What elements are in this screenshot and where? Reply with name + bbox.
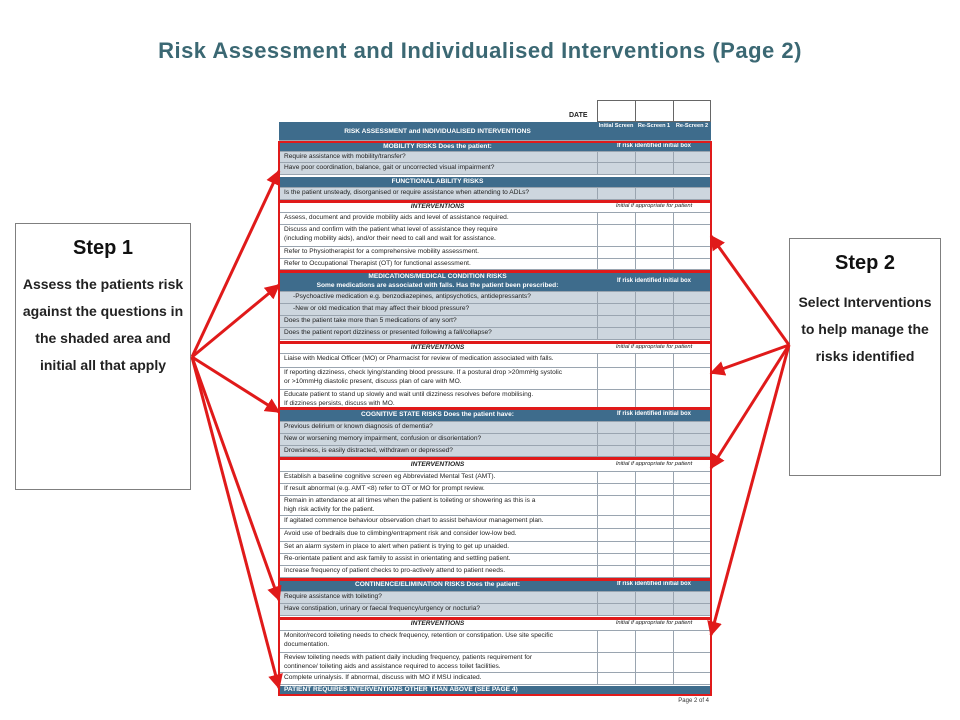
cog-q2: New or worsening memory impairment, confusion or disorientation? bbox=[284, 435, 482, 442]
risk-box-label: If risk identified initial box bbox=[616, 581, 691, 587]
cog-q1: Previous delirium or known diagnosis of dementia? bbox=[284, 423, 433, 430]
cog-intervention-2: If result abnormal (e.g. AMT <8) refer to OT or MO for prompt review. bbox=[284, 485, 485, 492]
cog-intervention-5: Avoid use of bedrails due to climbing/entrapment risk and consider low-low bed. bbox=[284, 530, 517, 537]
interventions-label: INTERVENTIONS bbox=[410, 461, 465, 468]
initial-patient-label: Initial if appropriate for patient bbox=[615, 620, 693, 626]
med-header: MEDICATIONS/MEDICAL CONDITION RISKS bbox=[368, 273, 507, 280]
mob-intervention-2b: (including mobility aids), and/or their need to call and wait for assistance. bbox=[284, 235, 496, 242]
cont-q1: Require assistance with toileting? bbox=[284, 593, 382, 600]
cog-intervention-3b: high risk activity for the patient. bbox=[284, 506, 375, 513]
cont-q2: Have constipation, urinary or faecal frequency/urgency or nocturia? bbox=[284, 605, 481, 612]
cog-intervention-4: If agitated commence behaviour observation chart to assist behaviour management plan. bbox=[284, 517, 544, 524]
arrow-to-footer bbox=[192, 357, 279, 688]
arrow-to-mob-interventions bbox=[711, 236, 789, 345]
mob-intervention-1: Assess, document and provide mobility aids and level of assistance required. bbox=[284, 214, 509, 221]
initial-patient-label: Initial if appropriate for patient bbox=[615, 344, 693, 350]
step1-heading: Step 1 bbox=[72, 237, 134, 259]
step2-heading: Step 2 bbox=[834, 252, 896, 274]
cog-intervention-7: Re-orientate patient and ask family to assist in orientating and settling patient. bbox=[284, 555, 511, 562]
step1-text: Assess the patients risk against the questions in the shaded area and initial all that apply bbox=[22, 276, 184, 373]
date-label: DATE bbox=[569, 112, 588, 119]
col-rescreen-1: Re-Screen 1 bbox=[637, 123, 671, 129]
mob-intervention-4: Refer to Occupational Therapist (OT) for functional assessment. bbox=[284, 260, 471, 267]
initial-patient-label: Initial if appropriate for patient bbox=[615, 203, 693, 209]
med-q2: -New or old medication that may affect their blood pressure? bbox=[293, 305, 470, 312]
arrow-to-cont-interventions bbox=[711, 345, 789, 635]
cog-intervention-1: Establish a baseline cognitive screen eg Abbreviated Mental Test (AMT). bbox=[284, 473, 496, 480]
mob-intervention-3: Refer to Physiotherapist for a comprehensive mobility assessment. bbox=[284, 248, 479, 255]
med-q1: -Psychoactive medication e.g. benzodiazepines, antipsychotics, antidepressants? bbox=[293, 293, 531, 300]
footer-text: PATIENT REQUIRES INTERVENTIONS OTHER THAN ABOVE (SEE PAGE 4) bbox=[284, 686, 518, 693]
interventions-label: INTERVENTIONS bbox=[410, 620, 465, 627]
main-header-text: RISK ASSESSMENT and INDIVIDUALISED INTERVENTIONS bbox=[344, 128, 531, 135]
cont-header: CONTINENCE/ELIMINATION RISKS Does the patient: bbox=[354, 581, 521, 588]
cog-header: COGNITIVE STATE RISKS Does the patient have: bbox=[361, 411, 514, 418]
cog-intervention-6: Set an alarm system in place to alert when patient is trying to get up unaided. bbox=[284, 543, 510, 550]
med-header-2: Some medications are associated with falls. Has the patient been prescribed: bbox=[316, 282, 559, 289]
col-rescreen-2: Re-Screen 2 bbox=[675, 123, 709, 129]
interventions-label: INTERVENTIONS bbox=[410, 203, 465, 210]
slide-title: Risk Assessment and Individualised Interventions (Page 2) bbox=[158, 38, 802, 63]
arrow-to-med-interventions bbox=[711, 345, 789, 373]
initial-patient-label: Initial if appropriate for patient bbox=[615, 461, 693, 467]
functional-q1: Is the patient unsteady, disorganised or require assistance when attending to ADLs? bbox=[284, 189, 530, 196]
med-intervention-1: Liaise with Medical Officer (MO) or Pharmacist for review of medication associated with falls. bbox=[284, 355, 554, 362]
risk-box-label: If risk identified initial box bbox=[616, 278, 691, 284]
med-q3: Does the patient take more than 5 medications of any sort? bbox=[284, 317, 457, 324]
mobility-header: MOBILITY RISKS Does the patient: bbox=[383, 143, 492, 150]
step2-text: Select Interventions to help manage the risks identified bbox=[798, 294, 932, 364]
arrow-to-medications bbox=[192, 285, 279, 357]
cont-intervention-1b: documentation. bbox=[284, 641, 330, 648]
arrow-to-continence bbox=[192, 357, 279, 600]
risk-box-label: If risk identified initial box bbox=[616, 143, 691, 149]
cog-q3: Drowsiness, is easily distracted, withdrawn or depressed? bbox=[284, 447, 453, 454]
risk-box-label: If risk identified initial box bbox=[616, 411, 691, 417]
functional-header: FUNCTIONAL ABILITY RISKS bbox=[391, 178, 484, 185]
col-initial-screen: Initial Screen bbox=[598, 123, 634, 129]
mob-intervention-2a: Discuss and confirm with the patient what level of assistance they require bbox=[284, 226, 498, 233]
med-intervention-2a: If reporting dizziness, check lying/standing blood pressure. If a postural drop >20mmHg systolic bbox=[284, 369, 562, 376]
page-number: Page 2 of 4 bbox=[678, 698, 709, 704]
med-intervention-3b: If dizziness persists, discuss with MO. bbox=[284, 400, 395, 407]
cont-intervention-2a: Review toileting needs with patient daily including frequency, patients requirement for bbox=[284, 654, 533, 661]
arrow-to-cog-interventions bbox=[711, 345, 789, 468]
cont-intervention-2b: continence/ toileting aids and assistance required to access toilet facilities. bbox=[284, 663, 501, 670]
med-q4: Does the patient report dizziness or presented following a fall/collapse? bbox=[284, 329, 492, 336]
arrow-to-mobility bbox=[192, 171, 279, 357]
cont-intervention-3: Complete urinalysis. If abnormal, discuss with MO if MSU indicated. bbox=[284, 674, 482, 681]
med-intervention-2b: or >10mmHg diastolic present, discuss plan of care with MO. bbox=[284, 378, 462, 385]
cont-intervention-1a: Monitor/record toileting needs to check frequency, retention or constipation. Use site specific bbox=[284, 632, 553, 639]
interventions-label: INTERVENTIONS bbox=[410, 344, 465, 351]
mobility-q2: Have poor coordination, balance, gait or uncorrected visual impairment? bbox=[284, 164, 495, 171]
mobility-q1: Require assistance with mobility/transfer? bbox=[284, 153, 406, 160]
cog-intervention-3a: Remain in attendance at all times when the patient is toileting or showering as this is a bbox=[284, 497, 536, 504]
med-intervention-3a: Educate patient to stand up slowly and wait until dizziness resolves before mobilising. bbox=[284, 391, 534, 398]
cog-intervention-8: Increase frequency of patient checks to pro-actively attend to patient needs. bbox=[284, 567, 506, 574]
